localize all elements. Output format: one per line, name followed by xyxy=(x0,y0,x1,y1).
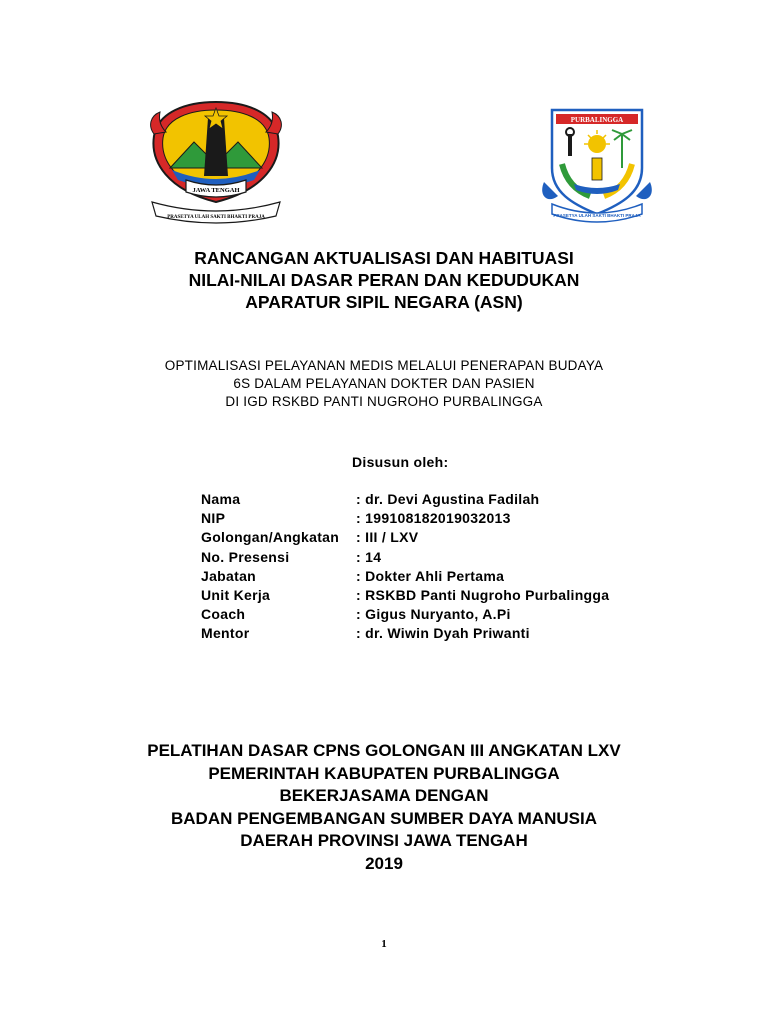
footer-title-line: PELATIHAN DASAR CPNS GOLONGAN III ANGKATAN LXV xyxy=(147,741,621,760)
info-value: : Dokter Ahli Pertama xyxy=(356,567,505,584)
info-label: Nama xyxy=(201,491,241,507)
footer-title-line: BEKERJASAMA DENGAN xyxy=(279,786,489,805)
purbalingga-emblem-icon xyxy=(538,104,656,224)
footer-title xyxy=(0,740,768,875)
info-row xyxy=(201,528,609,547)
info-value: : 199108182019032013 xyxy=(356,510,511,527)
main-title xyxy=(0,247,768,313)
main-title-line: APARATUR SIPIL NEGARA (ASN) xyxy=(245,292,523,312)
info-label: Mentor xyxy=(201,625,250,642)
info-row xyxy=(201,490,609,509)
info-value: : III / LXV xyxy=(356,529,419,546)
footer-title-line: BADAN PENGEMBANGAN SUMBER DAYA MANUSIA xyxy=(171,808,597,828)
jawa-tengah-emblem-icon xyxy=(146,98,286,226)
left-emblem-ribbon-top: JAWA TENGAH xyxy=(192,187,240,194)
info-label: Golongan/Angkatan xyxy=(201,529,340,546)
info-label: Unit Kerja xyxy=(201,586,271,603)
info-row xyxy=(201,624,609,643)
info-label: Coach xyxy=(201,606,246,623)
main-title-line: NILAI-NILAI DASAR PERAN DAN KEDUDUKAN xyxy=(188,270,580,290)
prepared-by-label: Disusun oleh: xyxy=(352,454,449,470)
info-value: : dr. Wiwin Dyah Priwanti xyxy=(356,625,530,642)
right-emblem-top-text: PURBALINGGA xyxy=(570,116,624,124)
footer-title-line: DAERAH PROVINSI JAWA TENGAH xyxy=(240,831,528,850)
info-row xyxy=(201,509,609,528)
info-row xyxy=(201,567,609,586)
info-value: : 14 xyxy=(356,548,382,565)
left-emblem-ribbon-bottom: PRASETYA ULAH SAKTI BHAKTI PRAJA xyxy=(167,215,265,220)
page-number: 1 xyxy=(381,938,387,950)
info-row xyxy=(201,605,609,624)
info-row xyxy=(201,586,609,605)
author-info-table xyxy=(201,490,609,644)
subtitle xyxy=(0,357,768,411)
subtitle-line: OPTIMALISASI PELAYANAN MEDIS MELALUI PENERAPAN BUDAYA xyxy=(164,358,604,373)
info-label: Jabatan xyxy=(201,567,257,584)
info-value: : dr. Devi Agustina Fadilah xyxy=(356,491,540,507)
info-value: : Gigus Nuryanto, A.Pi xyxy=(356,606,511,623)
subtitle-line: 6S DALAM PELAYANAN DOKTER DAN PASIEN xyxy=(233,376,535,391)
footer-title-line: 2019 xyxy=(365,853,403,873)
info-row xyxy=(201,548,609,567)
info-label: No. Presensi xyxy=(201,548,290,565)
info-value: : RSKBD Panti Nugroho Purbalingga xyxy=(356,586,610,603)
info-label: NIP xyxy=(201,510,226,527)
footer-title-line: PEMERINTAH KABUPATEN PURBALINGGA xyxy=(208,763,560,783)
main-title-line: RANCANGAN AKTUALISASI DAN HABITUASI xyxy=(194,248,574,268)
right-emblem-bottom-text: PRASETYA ULAH SAKTI BHAKTI PRAJA xyxy=(553,213,641,218)
subtitle-line: DI IGD RSKBD PANTI NUGROHO PURBALINGGA xyxy=(225,394,543,409)
